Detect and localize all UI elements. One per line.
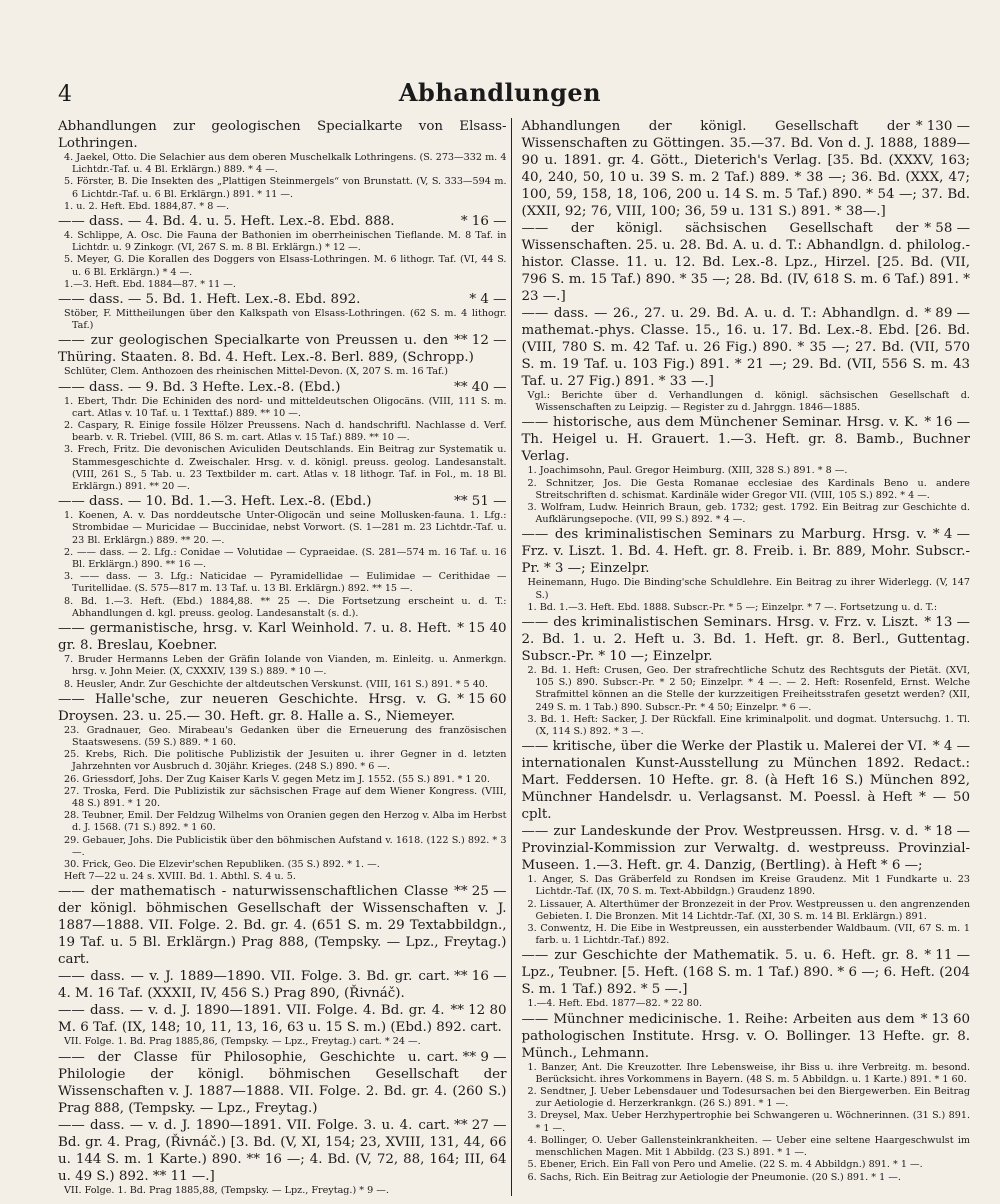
entry-text: 8. Heusler, Andr. Zur Geschichte der altdeutschen Verskunst. (VIII, 161 S.) 891. * 5 40. bbox=[64, 678, 488, 690]
entry-text: 5. Ebener, Erich. Ein Fall von Pero und Amelie. (22 S. m. 4 Abbildgn.) 891. * 1 —. bbox=[527, 1159, 923, 1171]
catalog-subentry bbox=[58, 774, 507, 786]
catalog-subentry bbox=[58, 725, 507, 749]
entry-price: ** 12 80 bbox=[450, 1003, 507, 1019]
entry-text: 29. Gebauer, Johs. Die Publicistik über den böhmischen Aufstand v. 1618. (122 S.) 892. * 3 —. bbox=[64, 834, 507, 858]
catalog-entry bbox=[522, 526, 971, 577]
entry-price: ** 12 — bbox=[454, 333, 507, 349]
entry-text: 3. Frech, Fritz. Die devonischen Aviculiden Deutschlands. Ein Beitrag zur Systematik u. Stammesgeschichte d. Zweischaler. Hrsg. v. d. königl. preuss. geolog. Landesanstalt. (VIII, 261 S., 5 Tab. u. 23 Textbilder m. cart. Atlas v. 18 lithogr. Taf. in Fol., m. 18 Bl. Erklärgn.) 891. ** 20 —. bbox=[64, 444, 507, 493]
catalog-entry bbox=[58, 620, 507, 654]
catalog-subentry bbox=[522, 502, 971, 526]
catalog-subentry bbox=[522, 1172, 971, 1184]
right-column bbox=[514, 118, 971, 1196]
catalog-subentry bbox=[58, 444, 507, 493]
entry-price: * 130 — bbox=[915, 119, 970, 134]
catalog-entry bbox=[522, 414, 971, 465]
entry-text: Stöber, F. Mittheilungen über den Kalkspath von Elsass-Lothringen. (62 S. m. 4 lithogr. Taf.) bbox=[64, 308, 507, 332]
catalog-entry bbox=[58, 1117, 507, 1185]
column-divider bbox=[511, 118, 512, 1196]
entry-text: 5. Meyer, G. Die Korallen des Doggers von Elsass-Lothringen. M. 6 lithogr. Taf. (VI, 44 S. u. 6 Bl. Erklärgn.) * 4 —. bbox=[64, 254, 507, 278]
entry-text: 28. Teubner, Emil. Der Feldzug Wilhelms von Oranien gegen den Herzog v. Alba im Herbst d. J. 1568. (71 S.) 892. * 1 60. bbox=[64, 810, 507, 834]
catalog-entry bbox=[522, 823, 971, 874]
catalog-subentry bbox=[58, 859, 507, 871]
entry-price: * 4 — bbox=[932, 527, 970, 543]
catalog-subentry bbox=[58, 596, 507, 620]
catalog-subentry bbox=[58, 679, 507, 691]
catalog-subentry bbox=[522, 390, 971, 414]
entry-text: —— dass. — 26., 27. u. 29. Bd. A. u. d. T.: Abhandlgn. d. mathemat.-phys. Classe. 15., 16. u. 17. Bd. Lex.-8. Ebd. [26. Bd. (VIII, 780 S. m. 42 Taf. u. 26 Fig.) 890. * 35 —; 27. Bd. (VII, 570 S. m. 19 Taf. u. 103 Fig.) 891. * 21 —; 29. Bd. (VII, 556 S. m. 43 Taf. u. 27 Fig.) 891. * 33 —.] bbox=[521, 306, 970, 389]
catalog-subentry bbox=[58, 571, 507, 595]
entry-text: 2. Bd. 1. Heft: Crusen, Geo. Der strafrechtliche Schutz des Rechtsguts der Pietät. (XVI, 105 S.) 890. Subscr.-Pr. * 2 50; Einzelpr. * 4 —. — 2. Heft: Rosenfeld, Ernst. Welche Strafmittel können an die Stelle der kurzzeitigen Freiheitsstrafen gesetzt werden? (XII, 249 S. m. 1 Tab.) 890. Subscr.-Pr. * 4 50; Einzelpr. * 6 —. bbox=[527, 665, 970, 713]
entry-price: * 13 60 bbox=[920, 1011, 970, 1027]
catalog-entry bbox=[522, 118, 971, 220]
entry-price: ** 51 — bbox=[454, 494, 507, 510]
page-number: 4 bbox=[58, 82, 72, 107]
entry-text: 23. Gradnauer, Geo. Mirabeau's Gedanken über die Erneuerung des französischen Staatswesens. (59 S.) 889. * 1 60. bbox=[64, 724, 507, 748]
entry-text: —— des kriminalistischen Seminars zu Marburg. Hrsg. v. Frz. v. Liszt. 1. Bd. 4. Heft. gr. 8. Freib. i. Br. 889, Mohr. Subscr.-Pr. * 3 —; Einzelpr. bbox=[521, 527, 970, 577]
entry-text: 1. Bd. 1.—3. Heft. Ebd. 1888. Subscr.-Pr. * 5 —; Einzelpr. * 7 —. Fortsetzung u. d. T.: bbox=[527, 601, 938, 613]
catalog-entry bbox=[522, 947, 971, 998]
entry-text: —— Halle'sche, zur neueren Geschichte. Hrsg. v. G. Droysen. 23. u. 25.— 30. Heft. gr. 8. Halle a. S., Niemeyer. bbox=[58, 691, 455, 724]
catalog-entry bbox=[58, 1049, 507, 1117]
entry-text: Vgl.: Berichte über d. Verhandlungen d. königl. sächsischen Gesellschaft d. Wissenschaften zu Leipzig. — Register zu d. Jahrggn. 1846—1885. bbox=[527, 390, 970, 414]
entry-text: —— Münchner medicinische. 1. Reihe: Arbeiten aus dem pathologischen Institute. Hrsg. v. O. Bollinger. 13 Hefte. gr. 8. Münch., Lehmann. bbox=[521, 1011, 970, 1061]
entry-price: * 13 — bbox=[924, 615, 970, 631]
entry-text: 26. Griessdorf, Johs. Der Zug Kaiser Karls V. gegen Metz im J. 1552. (55 S.) 891. * 1 20. bbox=[64, 773, 490, 785]
entry-price: * 18 — bbox=[924, 824, 970, 840]
entry-text: —— der mathematisch - naturwissenschaftlichen Classe der königl. böhmischen Gesellschaft der Wissenschaften v. J. 1887—1888. VII. Folge. 2. Bd. gr. 4. (651 S. m. 29 Textabbildgn., 19 Taf. u. 5 Bl. Erklärgn.) Prag 888, (Tempsky. — Lpz., Freytag.) cart. bbox=[58, 884, 507, 968]
entry-text: —— dass. — 10. Bd. 1.—3. Heft. Lex.-8. (Ebd.) bbox=[58, 494, 372, 510]
entry-text: 3. Conwentz, H. Die Eibe in Westpreussen, ein aussterbender Waldbaum. (VII, 67 S. m. 1 farb. u. 1 Lichtdr.-Taf.) 892. bbox=[527, 923, 970, 947]
catalog-subentry bbox=[58, 1185, 507, 1196]
entry-text: 2. Sendtner, J. Ueber Lebensdauer und Todesursachen bei den Biergewerben. Ein Beitrag zur Aetiologie d. Herzerkrankgn. (26 S.) 891. * 1 —. bbox=[527, 1086, 970, 1110]
catalog-subentry bbox=[58, 749, 507, 773]
catalog-entry bbox=[522, 738, 971, 823]
catalog-subentry bbox=[58, 510, 507, 547]
entry-text: 30. Frick, Geo. Die Elzevir'schen Republiken. (35 S.) 892. * 1. —. bbox=[64, 858, 380, 870]
left-column bbox=[58, 118, 507, 1196]
entry-price: * 89 — bbox=[924, 306, 970, 321]
entry-price: ** 40 — bbox=[454, 379, 507, 395]
entry-text: 4. Jaekel, Otto. Die Selachier aus dem oberen Muschelkalk Lothringens. (S. 273—332 m. 4 Lichtdr.-Taf. u. 4 Bl. Erklärgn.) 889. * 4 —. bbox=[64, 152, 507, 176]
entry-text: —— dass. — 4. Bd. 4. u. 5. Heft. Lex.-8. Ebd. 888. bbox=[58, 214, 395, 230]
entry-text: —— dass. — v. J. 1889—1890. VII. Folge. 3. Bd. gr. 4. M. 16 Taf. (XXXII, IV, 456 S.) Prag 890, (Řivnáč). bbox=[58, 969, 413, 1002]
catalog-entry bbox=[58, 118, 507, 152]
entry-text: 1.—3. Heft. Ebd. 1884—87. * 11 —. bbox=[64, 278, 236, 290]
catalog-subentry bbox=[522, 665, 971, 714]
entry-text: 3. Wolfram, Ludw. Heinrich Braun, geb. 1732; gest. 1792. Ein Beitrag zur Geschichte d. Aufklärungsepoche. (VII, 99 S.) 892. * 4 —. bbox=[527, 502, 970, 526]
entry-text: 27. Troska, Ferd. Die Publizistik zur sächsischen Frage auf dem Wiener Kongress. (VIII, 48 S.) 891. * 1 20. bbox=[64, 785, 507, 809]
entry-text: 2. —— dass. — 2. Lfg.: Conidae — Volutidae — Cypraeidae. (S. 281—574 m. 16 Taf. u. 16 Bl. Erklärgn.) 890. ** 16 —. bbox=[64, 546, 507, 571]
catalog-subentry bbox=[58, 396, 507, 420]
entry-text: —— zur Landeskunde der Prov. Westpreussen. Hrsg. v. d. Provinzial-Kommission zur Verwaltg. d. westpreuss. Provinzial-Museen. 1.—3. Heft. gr. 4. Danzig, (Bertling). à Heft * 6 —; bbox=[521, 824, 970, 874]
entry-price: * 16 — bbox=[460, 214, 507, 230]
catalog-subentry bbox=[58, 279, 507, 291]
entry-text: 1.—4. Heft. Ebd. 1877—82. * 22 80. bbox=[527, 998, 703, 1010]
entry-text: 4. Bollinger, O. Ueber Gallensteinkrankheiten. — Ueber eine seltene Haargeschwulst im menschlichen Magen. Mit 1 Abbildg. (23 S.) 891. * 1 —. bbox=[527, 1134, 970, 1159]
entry-price: * 15 60 bbox=[457, 691, 507, 707]
entry-text: 7. Bruder Hermanns Leben der Gräfin Iolande von Vianden, m. Einleitg. u. Anmerkgn. hrsg. v. John Meier. (X, CXXXIV, 139 S.) 889. * 10 —. bbox=[64, 654, 507, 678]
entry-text: 2. Caspary, R. Einige fossile Hölzer Preussens. Nach d. handschriftl. Nachlasse d. Verf. bearb. v. R. Triebel. (VIII, 86 S. m. cart. Atlas v. 15 Taf.) 889. ** 10 —. bbox=[64, 420, 507, 444]
entry-text: —— dass. — v. d. J. 1890—1891. VII. Folge. 4. Bd. gr. 4. M. 6 Taf. (IX, 148; 10, 11, 13, 16, 63 u. 15 S. m.) (Ebd.) 892. cart. bbox=[58, 1003, 502, 1036]
catalog-subentry bbox=[522, 465, 971, 477]
catalog-entry bbox=[522, 220, 971, 305]
catalog-subentry bbox=[522, 899, 971, 923]
catalog-entry bbox=[58, 291, 507, 308]
entry-text: 4. Schlippe, A. Osc. Die Fauna der Bathonien im oberrheinischen Tieflande. M. 8 Taf. in Lichtdr. u. 9 Zinkogr. (VI, 267 S. m. 8 Bl. Erklärgn.) * 12 —. bbox=[64, 230, 507, 254]
entry-text: —— zur Geschichte der Mathematik. 5. u. 6. Heft. gr. 8. Lpz., Teubner. [5. Heft. (168 S. m. 1 Taf.) 890. * 6 —; 6. Heft. (204 S. m. 1 Taf.) 892. * 5 —.] bbox=[521, 948, 970, 998]
entry-text: Schlüter, Clem. Anthozoen des rheinischen Mittel-Devon. (X, 207 S. m. 16 Taf.) bbox=[64, 366, 449, 378]
entry-text: Abhandlungen zur geologischen Specialkarte von Elsass-Lothringen. bbox=[58, 119, 507, 151]
catalog-entry bbox=[522, 305, 971, 390]
catalog-entry bbox=[58, 883, 507, 968]
entry-text: 25. Krebs, Rich. Die politische Publizistik der Jesuiten u. ihrer Gegner in d. letzten Jahrzehnten vor Ausbruch d. 30jähr. Krieges. (248 S.) 890. * 6 —. bbox=[64, 749, 507, 773]
entry-text: Heft 7—22 u. 24 s. XVIII. Bd. 1. Abthl. S. 4 u. 5. bbox=[64, 871, 296, 883]
entry-text: 3. —— dass. — 3. Lfg.: Naticidae — Pyramidellidae — Eulimidae — Cerithidae — Turitellidae. (S. 575—817 m. 13 Taf. u. 13 Bl. Erklärgn.) 892. ** 15 —. bbox=[64, 571, 507, 595]
catalog-subentry bbox=[522, 1159, 971, 1171]
entry-text: 3. Dreysel, Max. Ueber Herzhypertrophie bei Schwangeren u. Wöchnerinnen. (31 S.) 891. * 1 —. bbox=[527, 1110, 970, 1134]
catalog-subentry bbox=[522, 1062, 971, 1086]
entry-text: —— der königl. sächsischen Gesellschaft der Wissenschaften. 25. u. 28. Bd. A. u. d. T.: Abhandlgn. d. philolog.-histor. Classe. 11. u. 12. Bd. Lex.-8. Lpz., Hirzel. [25. Bd. (VII, 796 S. m. 15 Taf.) 890. * 35 —; 28. Bd. (IV, 618 S. m. 6 Taf.) 891. * 23 —.] bbox=[521, 221, 970, 304]
catalog-subentry bbox=[58, 547, 507, 571]
entry-price: cart. ** 27 — bbox=[418, 1117, 507, 1133]
entry-price: * 58 — bbox=[924, 221, 970, 236]
entry-text: 5. Förster, B. Die Insekten des „Plattigen Steinmergels“ von Brunstatt. (V, S. 333—594 m. 6 Lichtdr.-Taf. u. 6 Bl. Erklärgn.) 891. * 11 —. bbox=[64, 176, 507, 200]
catalog-subentry bbox=[58, 871, 507, 883]
entry-text: 8. Bd. 1.—3. Heft. (Ebd.) 1884,88. ** 25 —. Die Fortsetzung erscheint u. d. T.: Abhandlungen d. kgl. preuss. geolog. Landesanstalt (s. d.). bbox=[64, 595, 507, 619]
catalog-subentry bbox=[522, 998, 971, 1010]
catalog-entry bbox=[522, 614, 971, 665]
entry-text: 1. Anger, S. Das Gräberfeld zu Rondsen im Kreise Graudenz. Mit 1 Fundkarte u. 23 Lichtdr.-Taf. (IX, 70 S. m. Text-Abbildgn.) Graudenz 1890. bbox=[527, 874, 970, 898]
entry-text: 1. u. 2. Heft. Ebd. 1884,87. * 8 —. bbox=[64, 200, 230, 212]
catalog-entry bbox=[58, 213, 507, 230]
entry-price: cart. ** 16 — bbox=[418, 969, 507, 985]
catalog-subentry bbox=[58, 254, 507, 278]
running-head: Abhandlungen bbox=[398, 78, 602, 107]
entry-text: —— dass. — 9. Bd. 3 Hefte. Lex.-8. (Ebd.) bbox=[58, 379, 341, 395]
entry-text: VII. Folge. 1. Bd. Prag 1885,86, (Tempsky. — Lpz., Freytag.) cart. * 24 —. bbox=[64, 1036, 421, 1048]
entry-price: ** 25 — bbox=[454, 884, 507, 900]
entry-price: * 4 — bbox=[932, 739, 970, 755]
entry-text: 1. Joachimsohn, Paul. Gregor Heimburg. (XIII, 328 S.) 891. * 8 —. bbox=[527, 465, 848, 477]
entry-text: —— des kriminalistischen Seminars. Hrsg. v. Frz. v. Liszt. 2. Bd. 1. u. 2. Heft u. 3. Bd. 1. Heft. gr. 8. Berl., Guttentag. Subscr.-Pr. * 10 —; Einzelpr. bbox=[521, 615, 970, 665]
entry-price: * 11 — bbox=[924, 948, 970, 964]
entry-text: Heinemann, Hugo. Die Binding'sche Schuldlehre. Ein Beitrag zu ihrer Widerlegg. (V, 147 S.) bbox=[527, 577, 970, 601]
entry-text: VII. Folge. 1. Bd. Prag 1885,88, (Tempsky. — Lpz., Freytag.) * 9 —. bbox=[64, 1184, 389, 1196]
entry-text: 3. Bd. 1. Heft: Sacker, J. Der Rückfall. Eine kriminalpolit. und dogmat. Untersuchg. 1. Tl. (X, 114 S.) 892. * 3 —. bbox=[527, 713, 970, 738]
catalog-entry bbox=[58, 493, 507, 510]
catalog-subentry bbox=[58, 152, 507, 176]
entry-text: —— kritische, über die Werke der Plastik u. Malerei der VI. internationalen Kunst-Ausstellung zu München 1892. Redact.: Mart. Feddersen. 10 Hefte. gr. 8. (à Heft 16 S.) München 892, Münchner Handelsdr. u. Verlagsanst. M. Poessl. à Heft * — 50 cplt. bbox=[521, 739, 970, 823]
catalog-subentry bbox=[58, 201, 507, 213]
catalog-entry bbox=[58, 332, 507, 366]
catalog-subentry bbox=[58, 420, 507, 444]
catalog-subentry bbox=[58, 835, 507, 859]
catalog-subentry bbox=[522, 923, 971, 947]
catalog-subentry bbox=[522, 1135, 971, 1159]
catalog-subentry bbox=[58, 786, 507, 810]
entry-text: —— der Classe für Philosophie, Geschichte u. Philologie der königl. böhmischen Gesellschaft der Wissenschaften v. J. 1887—1888. VII. Folge. 2. Bd. gr. 4. (260 S.) Prag 888, (Tempsky. — Lpz., Freytag.) bbox=[58, 1049, 507, 1116]
entry-text: —— dass. — v. d. J. 1890—1891. VII. Folge. 3. u. 4. Bd. gr. 4. Prag, (Řivnáč.) [3. Bd. (V, XI, 154; 23, XVIII, 131, 44, 66 u. 144 S. m. 1 Karte.) 890. ** 16 —; 4. Bd. (V, 72, 88, 164; III, 64 u. 49 S.) 892. ** 11 —.] bbox=[58, 1117, 507, 1184]
catalog-subentry bbox=[522, 1086, 971, 1110]
entry-text: Abhandlungen der königl. Gesellschaft der Wissenschaften zu Göttingen. 35.—37. Bd. Von d. J. 1888, 1889—90 u. 1891. gr. 4. Gött., Dieterich's Verlag. [35. Bd. (XXXV, 163; 40, 240, 50, 10 u. 39 S. m. 2 Taf.) 889. * 38 —; 36. Bd. (XXX, 47; 100, 59, 158, 18, 106, 200 u. 14 S. m. 5 Taf.) 890. * 54 —; 37. Bd. (XXII, 92; 76, VIII, 100; 36, 59 u. 131 S.) 891. * 38—.] bbox=[521, 119, 970, 219]
catalog-subentry bbox=[58, 176, 507, 200]
entry-text: 1. Ebert, Thdr. Die Echiniden des nord- und mitteldeutschen Oligocäns. (VIII, 111 S. m. cart. Atlas v. 10 Taf. u. 1 Texttaf.) 889. ** 10 —. bbox=[64, 395, 507, 419]
entry-text: —— dass. — 5. Bd. 1. Heft. Lex.-8. Ebd. 892. bbox=[58, 292, 361, 308]
two-column-body bbox=[58, 118, 970, 1196]
catalog-subentry bbox=[58, 308, 507, 332]
catalog-entry bbox=[58, 691, 507, 725]
entry-price: cart. ** 9 — bbox=[426, 1049, 507, 1065]
catalog-entry bbox=[58, 379, 507, 396]
catalog-subentry bbox=[58, 1036, 507, 1048]
entry-price: * 4 — bbox=[469, 292, 507, 308]
catalog-subentry bbox=[522, 874, 971, 898]
entry-text: 2. Lissauer, A. Alterthümer der Bronzezeit in der Prov. Westpreussen u. den angrenzenden Gebieten. I. Die Bronzen. Mit 14 Lichtdr.-Taf. (XI, 30 S. m. 14 Bl. Erklärgn.) 891. bbox=[527, 898, 970, 922]
entry-text: 1. Banzer, Ant. Die Kreuzotter. Ihre Lebensweise, ihr Biss u. ihre Verbreitg. m. besond. Berücksicht. ihres Vorkommens in Bayern. (48 S. m. 5 Abbildgn. u. 1 Karte.) 891. * 1 60. bbox=[527, 1061, 970, 1085]
entry-price: * 16 — bbox=[924, 415, 970, 431]
entry-price: * 15 40 bbox=[457, 621, 507, 637]
entry-text: —— germanistische, hrsg. v. Karl Weinhold. 7. u. 8. Heft. gr. 8. Breslau, Koebner. bbox=[58, 621, 452, 654]
catalog-entry bbox=[522, 1011, 971, 1062]
entry-text: —— zur geologischen Specialkarte von Preussen u. den Thüring. Staaten. 8. Bd. 4. Heft. Lex.-8. Berl. 889, (Schropp.) bbox=[58, 333, 474, 366]
catalog-subentry bbox=[522, 1110, 971, 1134]
entry-text: 2. Schnitzer, Jos. Die Gesta Romanae ecclesiae des Kardinals Beno u. andere Streitschriften d. schismat. Kardinäle wider Gregor VII. (VIII, 105 S.) 892. * 4 —. bbox=[527, 477, 970, 501]
catalog-subentry bbox=[522, 577, 971, 601]
entry-text: —— historische, aus dem Münchener Seminar. Hrsg. v. K. Th. Heigel u. H. Grauert. 1.—3. Heft. gr. 8. Bamb., Buchner Verlag. bbox=[521, 415, 970, 465]
catalog-subentry bbox=[522, 602, 971, 614]
entry-text: 6. Sachs, Rich. Ein Beitrag zur Aetiologie der Pneumonie. (20 S.) 891. * 1 —. bbox=[527, 1171, 901, 1183]
catalog-subentry bbox=[58, 230, 507, 254]
catalog-entry bbox=[58, 1002, 507, 1036]
catalog-subentry bbox=[58, 810, 507, 834]
catalog-subentry bbox=[58, 366, 507, 378]
catalog-subentry bbox=[522, 478, 971, 502]
catalog-subentry bbox=[58, 654, 507, 678]
catalog-entry bbox=[58, 968, 507, 1002]
entry-text: 1. Koenen, A. v. Das norddeutsche Unter-Oligocän und seine Mollusken-fauna. 1. Lfg.: Strombidae — Muricidae — Buccinidae, nebst Vorwort. (S. 1—281 m. 23 Lichtdr.-Taf. u. 23 Bl. Erklärgn.) 889. ** 20. —. bbox=[64, 510, 507, 546]
catalog-subentry bbox=[522, 714, 971, 738]
